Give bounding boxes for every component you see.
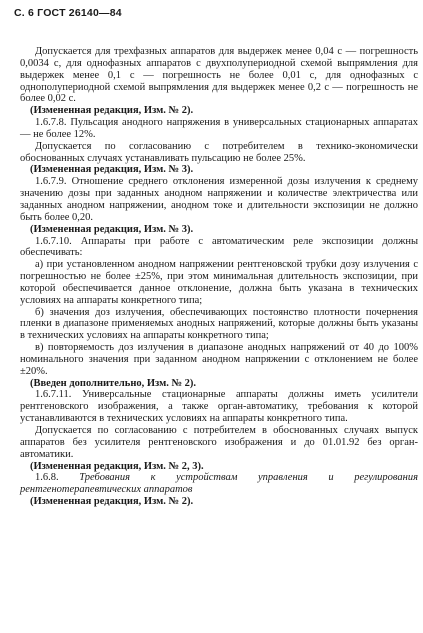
list-item-c: в) повторяемость доз излучения в диапазоне анодных напряжений от 40 до 100% номинального значения при заданном анодном напряжении с отклонением не более ±20%. <box>20 342 418 377</box>
section-number: 1.6.8. <box>35 472 59 484</box>
clause-1-6-7-9: 1.6.7.9. Отношение среднего отклонения измеренной дозы излучения к среднему значению дозы при заданных анодном напряжении и количестве электричества или заданных анодном напряжении, анодном токе и длительности экспозиции не должно быть более 0,20. <box>20 176 418 223</box>
section-title: Требования к устройствам управления и регулирования рентгенотерапевтических аппаратов <box>20 472 418 496</box>
amendment-note: (Измененная редакция, Изм. № 3). <box>30 164 194 176</box>
paragraph-exposure-accuracy: Допускается для трехфазных аппаратов для выдержек менее 0,04 с — погрешность 0,0034 с, для однофазных аппаратов с двухполупериодной схемой выпрямления для выдержек менее 0,1 с — погрешность не более 0,01 с, для однофазных с однополупериодной схемой выпрямления для выдержек менее 0,2 с — погрешность не более 0,02 с. <box>20 46 418 105</box>
paragraph-exception: Допускается по согласованию с потребителем в обоснованных случаях выпуск аппаратов без усилителя рентгеновского изображения и до 01.01.92 без орган-автоматики. <box>20 425 418 460</box>
amendment-note: (Измененная редакция, Изм. № 3). <box>30 223 194 235</box>
clause-1-6-7-11: 1.6.7.11. Универсальные стационарные аппараты должны иметь усилители рентгеновского изображения, а также орган-автоматику, требования к которой устанавливаются в технических условиях на аппараты конкретного типа. <box>20 389 418 425</box>
amendment-note: (Измененная редакция, Изм. № 2). <box>30 105 194 117</box>
amendment-note: (Введен дополнительно, Изм. № 2). <box>30 377 197 389</box>
amendment-note: (Измененная редакция, Изм. № 2, 3). <box>30 460 204 472</box>
list-item-a: а) при установленном анодном напряжении рентгеновской трубки дозу излучения с погрешностью не более ±25%, при этом минимальная длительность экспозиции, при которой обеспечивается данное отклонение, должна быть указана в технических условиях на аппараты конкретного типа; <box>20 259 418 306</box>
clause-1-6-7-10: 1.6.7.10. Аппараты при работе с автоматическим реле экспозиции должны обеспечивать: <box>20 235 418 259</box>
amendment-note: (Измененная редакция, Изм. № 2). <box>30 496 194 508</box>
clause-1-6-7-8: 1.6.7.8. Пульсация анодного напряжения в универсальных стационарных аппаратах — не более 12%. <box>20 117 418 140</box>
section-heading-1-6-8 <box>20 472 418 496</box>
list-item-b: б) значения доз излучения, обеспечивающих постоянство плотности почернения пленки в диапазоне применяемых анодных напряжений, которые должны быть указаны в технических условиях на аппараты конкретного типа; <box>20 306 418 342</box>
document-body <box>20 46 418 508</box>
page-header: С. 6 ГОСТ 26140—84 <box>14 7 122 19</box>
paragraph-ripple-allowance: Допускается по согласованию с потребителем в технико-экономически обоснованных случаях устанавливать пульсацию не более 25%. <box>20 140 418 164</box>
